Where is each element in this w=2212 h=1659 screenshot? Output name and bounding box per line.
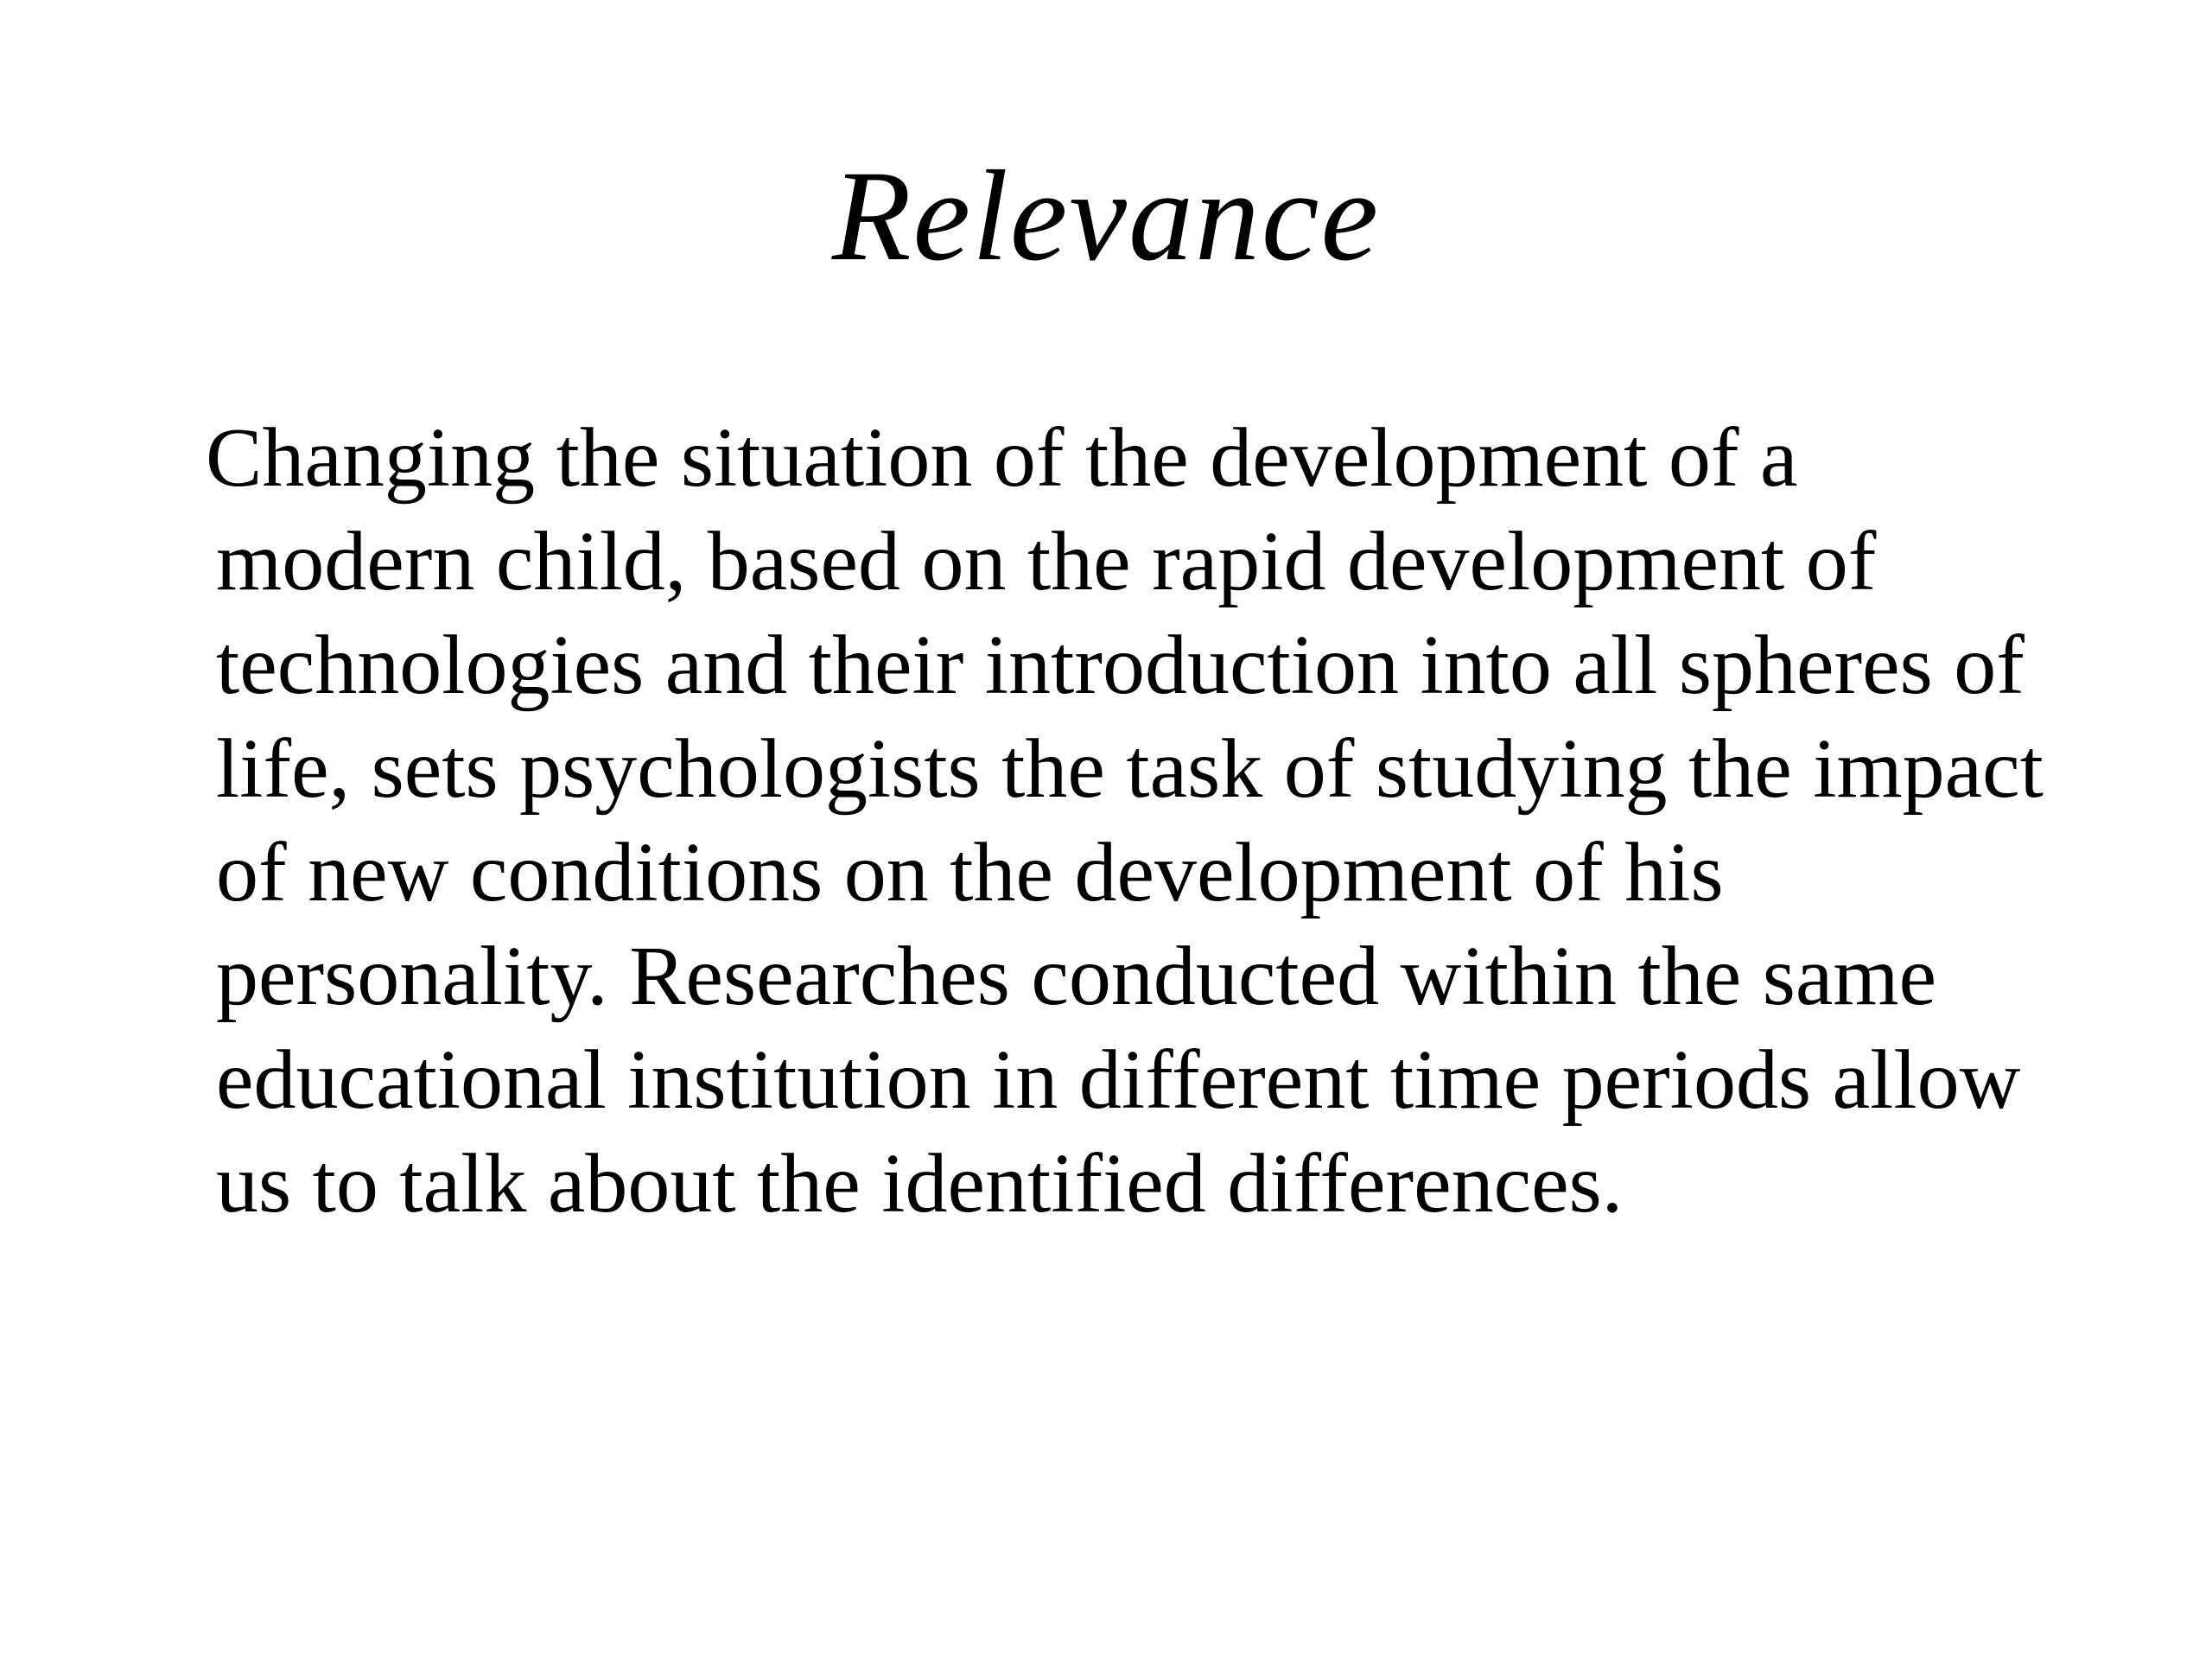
body-line-1: Changing the situation of the development of a	[206, 411, 1798, 505]
body-line-8: us to talk about the identified differences.	[216, 1137, 1624, 1230]
body-line-3: technologies and their introduction into all spheres of	[216, 619, 2024, 712]
body-line-2: modern child, based on the rapid development of	[216, 515, 1877, 608]
slide-title: Relevance	[831, 144, 1381, 288]
body-line-5: of new conditions on the development of his	[216, 826, 1724, 919]
body-line-6: personality. Researches conducted within the same	[216, 930, 1937, 1023]
body-line-4: life, sets psychologists the task of studying the impact	[216, 722, 2044, 816]
body-line-7: educational institution in different time periods allow	[216, 1033, 2021, 1127]
slide-body-text	[206, 406, 2169, 1236]
